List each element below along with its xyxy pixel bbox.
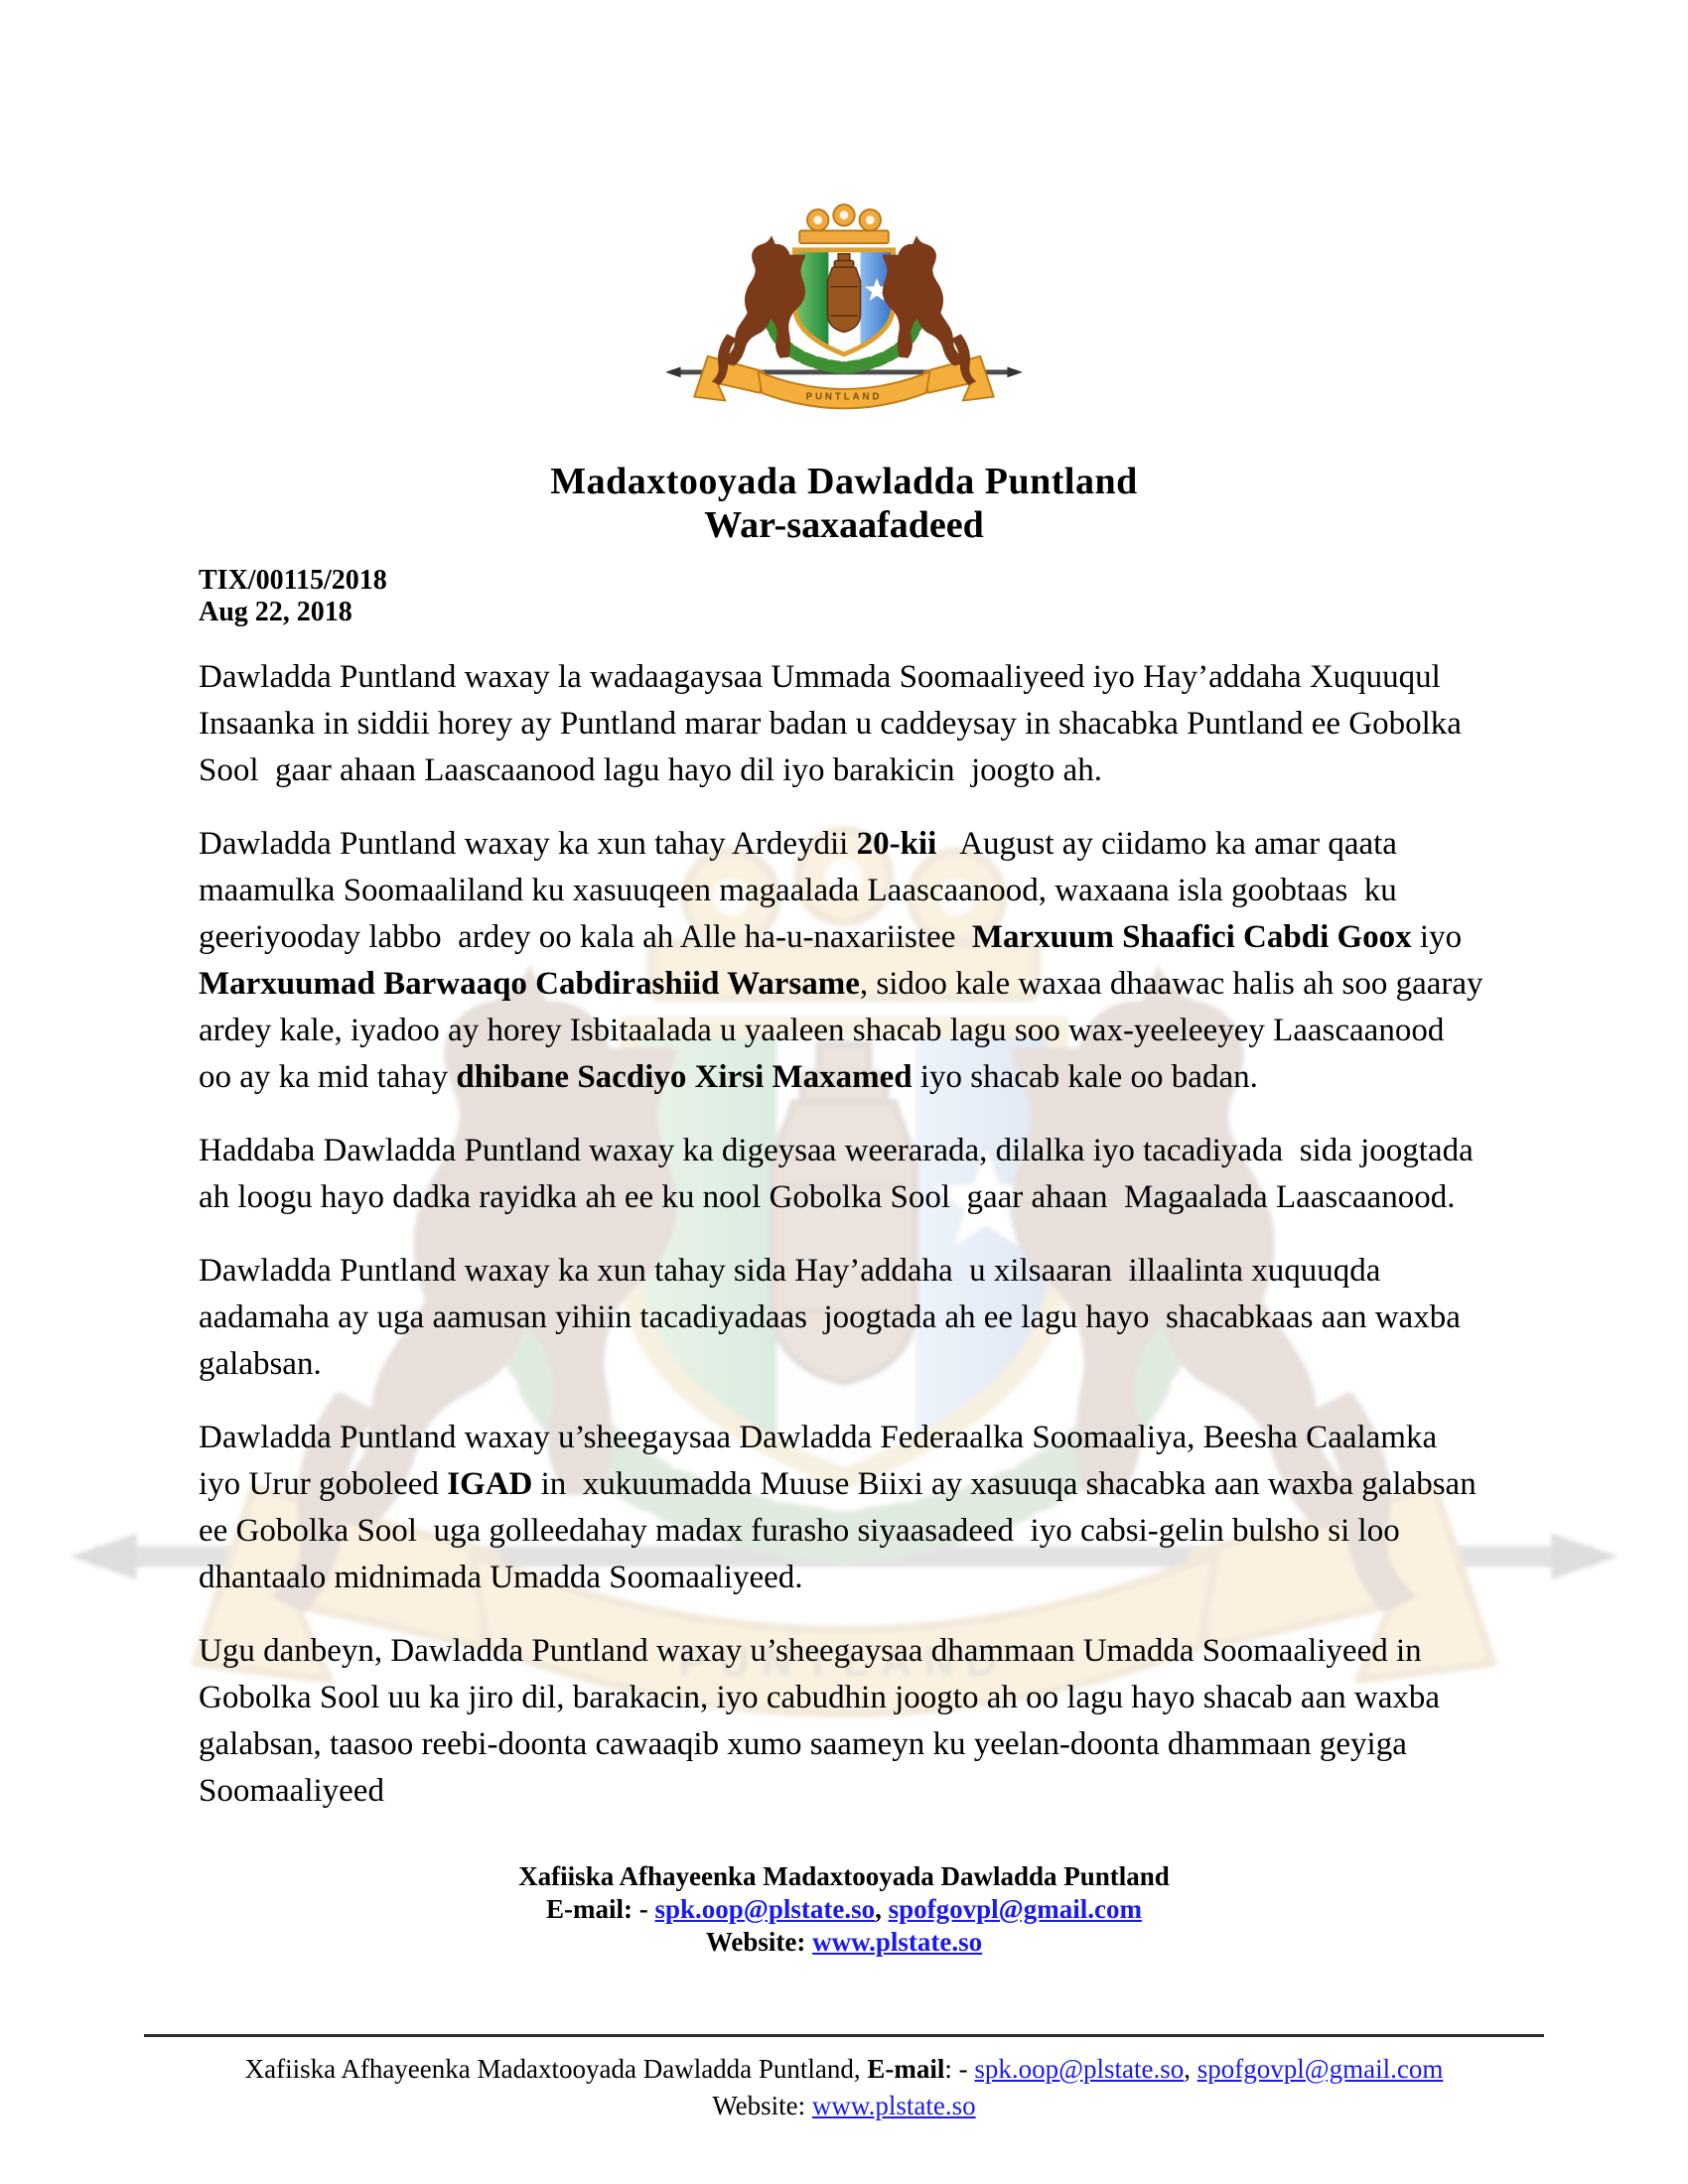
paragraph: Dawladda Puntland waxay ka xun tahay Ardeydii 20-kii August ay ciidamo ka amar qaata maamulka Soomaaliland ku xasuuqeen magaalada Laascaanood, waxaana isla goobtaas ku geeriyooday labbo ardey oo kala ah Alle ha-u-naxariistee Marxuum Shaafici Cabdi Goox iyo Marxuumad Barwaaqo Cabdirashiid Warsame, sidoo kale waxaa dhaawac halis ah soo gaaray ardey kale, iyadoo ay horey Isbitaalada u yaaleen shacab lagu soo wax-yeeleeyey Laascaanood oo ay ka mid tahay dhibane Sacdiyo Xirsi Maxamed iyo shacab kale oo badan. — [199, 826, 1491, 1095]
signature-office: Xafiiska Afhayeenka Madaxtooyada Dawladda Puntland — [518, 1861, 1170, 1891]
paragraph: Haddaba Dawladda Puntland waxay ka digeysaa weerarada, dilalka iyo tacadiyada sida joogtada ah loogu hayo dadka rayidka ah ee ku nool Gobolka Sool gaar ahaan Magaalada Laascaanood. — [199, 1133, 1481, 1215]
press-release-title: War-saxaafadeed — [704, 504, 984, 546]
signature-website-line: Website: www.plstate.so — [705, 1927, 983, 1957]
reference-block — [199, 565, 1489, 628]
org-title: Madaxtooyada Dawladda Puntland — [550, 461, 1138, 502]
document-date: Aug 22, 2018 — [199, 597, 352, 627]
footer-email-1[interactable]: spk.oop@plstate.so — [974, 2054, 1185, 2084]
signature-email-line: E-mail: - spk.oop@plstate.so, spofgovpl@gmail.com — [545, 1894, 1143, 1924]
ribbon-banner-text: PUNTLAND — [805, 391, 883, 403]
crown-icon — [799, 205, 889, 243]
reference-number: TIX/00115/2018 — [199, 565, 387, 596]
footer-website[interactable]: www.plstate.so — [811, 2091, 976, 2120]
horse-left-icon — [712, 235, 805, 385]
signature-email-2[interactable]: spofgovpl@gmail.com — [888, 1894, 1143, 1924]
signature-website[interactable]: www.plstate.so — [812, 1927, 983, 1957]
paragraph: Dawladda Puntland waxay la wadaagaysaa Ummada Soomaaliyeed iyo Hay’addaha Xuquuqul Insaanka in siddii horey ay Puntland marar badan u caddeysay in shacabka Puntland ee Gobolka Sool gaar ahaan Laascaanood lagu hayo dil iyo barakicin joogto ah. — [199, 659, 1471, 788]
paragraph: Dawladda Puntland waxay ka xun tahay sida Hay’addaha u xilsaaran illaalinta xuquuqda aadamaha ay uga aamusan yihiin tacadiyadaas joogtada ah ee lagu hayo shacabkaas aan waxba galabsan. — [199, 1253, 1470, 1382]
paragraph: Ugu danbeyn, Dawladda Puntland waxay u’sheegaysaa dhammaan Umadda Soomaaliyeed in Gobolka Sool uu ka jiro dil, barakacin, iyo cabudhin joogto ah oo lagu hayo shacab aan waxba galabsan, taasoo reebi-doonta cawaaqib xumo saameyn ku yeelan-doonta dhammaan geyiga Soomaaliyeed — [199, 1633, 1449, 1809]
footer-divider — [144, 2034, 1544, 2037]
signature-email-1[interactable]: spk.oop@plstate.so — [654, 1894, 876, 1924]
signature-block — [199, 1860, 1489, 1959]
page-footer — [199, 2051, 1489, 2124]
horse-right-icon — [883, 235, 976, 385]
footer-line-2: Website: www.plstate.so — [712, 2091, 976, 2120]
puntland-coat-of-arms — [665, 194, 1023, 436]
body-text — [199, 654, 1491, 1815]
paragraph: Dawladda Puntland waxay u’sheegaysaa Dawladda Federaalka Soomaaliya, Beesha Caalamka iyo Urur goboleed IGAD in xukuumadda Muuse Biixi ay xasuuqa shacabka aan waxba galabsan ee Gobolka Sool uga golleedahay madax furasho siyaasadeed iyo cabsi-gelin bulsho si loo dhantaalo midnimada Umadda Soomaaliyeed. — [199, 1420, 1484, 1595]
footer-line-1: Xafiiska Afhayeenka Madaxtooyada Dawladda Puntland, E-mail: - spk.oop@plstate.so, spofgovpl@gmail.com — [244, 2054, 1444, 2084]
footer-email-2[interactable]: spofgovpl@gmail.com — [1196, 2054, 1444, 2084]
shield-icon — [794, 250, 893, 356]
